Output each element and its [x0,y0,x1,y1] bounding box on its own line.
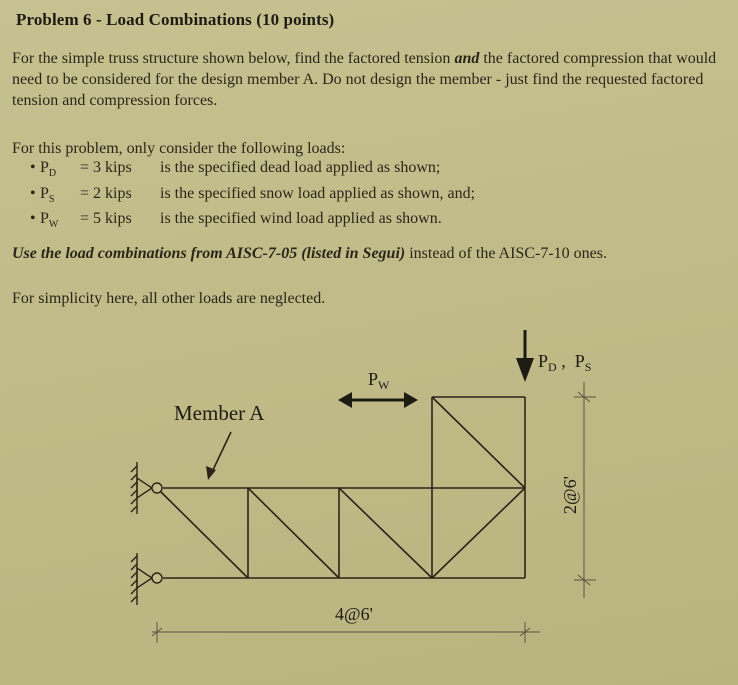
simplicity-note: For simplicity here, all other loads are neglected. [12,290,326,307]
combination-note: Use the load combinations from AISC-7-05 (listed in Segui) instead of the AISC-7-10 ones. [12,245,607,262]
horizontal-dimension-line [152,622,540,643]
load-item-wind: • $P_W$ = 5 kips is the specified wind load applied as shown. [30,210,442,231]
vertical-load-arrow [516,330,534,382]
load-item-dead: • $P_D$ = 3 kips is the specified dead load applied as shown; [30,159,441,180]
vertical-load-label: $P_D$ , $P_S$ [538,351,592,374]
load-item-snow: • $P_S$ = 2 kips is the specified snow load applied as shown, and; [30,184,476,205]
wind-load-double-arrow [338,392,418,408]
wind-load-label: $P_W$ [368,369,390,392]
loads-heading: For this problem, only consider the following loads: [12,140,346,157]
bullet-icon: • [30,184,36,202]
vertical-dimension-label: 2@6' [560,476,580,514]
pin-support-top [131,462,162,514]
bullet-icon: • [30,159,36,176]
problem-intro: For the simple truss structure shown below, find the factored tension and the factored compression that would need to be considered for the design member A. Do not design the member - just find the requested factored tension and compression forces. [12,50,717,109]
member-a-label: Member A [174,401,265,425]
horizontal-dimension-label: 4@6' [335,604,373,624]
emphasis-and: and [454,50,480,67]
problem-title: Problem 6 - Load Combinations (10 points) [16,10,335,29]
bullet-icon: • [30,210,36,228]
pin-support-bottom [131,553,162,605]
member-a-pointer-arrow [206,432,231,480]
